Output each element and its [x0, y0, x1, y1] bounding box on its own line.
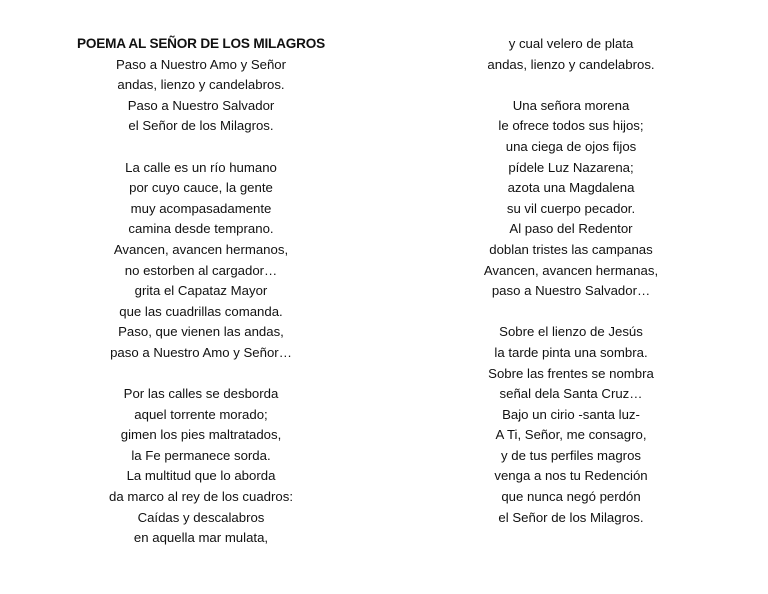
verse-line: gimen los pies maltratados,	[120, 427, 282, 443]
verse-line: venga a nos tu Redención	[494, 468, 648, 484]
verse-line: y de tus perfiles magros	[501, 447, 641, 463]
verse-line: Por las calles se desborda	[123, 386, 279, 402]
verse-line: señal dela Santa Cruz…	[499, 386, 643, 402]
verse-line: andas, lienzo y candelabros.	[487, 56, 655, 72]
verse-line: paso a Nuestro Salvador…	[491, 283, 651, 299]
stanza-3-continued	[440, 34, 702, 75]
stanza-gap	[440, 75, 702, 96]
verse-line: doblan tristes las campanas	[489, 241, 653, 257]
verse-line: A Ti, Señor, me consagro,	[495, 427, 647, 443]
verse-line: La calle es un río humano	[125, 159, 277, 175]
verse-line: muy acompasadamente	[130, 200, 272, 216]
verse-line: Bajo un cirio -santa luz-	[502, 406, 640, 422]
verse-line: camina desde temprano.	[128, 221, 274, 237]
verse-line: el Señor de los Milagros.	[498, 509, 644, 525]
stanza-2	[70, 158, 332, 364]
poem-left-column	[70, 34, 332, 549]
verse-line: su vil cuerpo pecador.	[506, 200, 636, 216]
poem-title: POEMA AL SEÑOR DE LOS MILAGROS	[76, 36, 326, 51]
verse-line: Sobre el lienzo de Jesús	[499, 324, 643, 340]
verse-line: aquel torrente morado;	[134, 406, 268, 422]
verse-line: Caídas y descalabros	[137, 509, 265, 525]
verse-line: la Fe permanece sorda.	[131, 447, 271, 463]
verse-line: Sobre las frentes se nombra	[488, 365, 654, 381]
verse-line: La multitud que lo aborda	[126, 468, 276, 484]
verse-line: que nunca negó perdón	[501, 489, 641, 505]
verse-line: y cual velero de plata	[508, 36, 634, 51]
verse-line: da marco al rey de los cuadros:	[109, 489, 293, 505]
stanza-gap	[440, 302, 702, 323]
verse-line: azota una Magdalena	[507, 180, 635, 196]
verse-line: grita el Capataz Mayor	[134, 283, 268, 299]
verse-line: Avancen, avancen hermanas,	[483, 262, 659, 278]
stanza-3	[70, 384, 332, 549]
stanza-4	[440, 96, 702, 302]
stanza-gap	[70, 137, 332, 158]
verse-line: por cuyo cauce, la gente	[129, 180, 273, 196]
stanza-5	[440, 322, 702, 528]
verse-line: le ofrece todos sus hijos;	[498, 118, 644, 134]
verse-line: Paso, que vienen las andas,	[118, 324, 284, 340]
verse-line: Paso a Nuestro Amo y Señor	[115, 56, 287, 72]
verse-line: Paso a Nuestro Salvador	[127, 97, 275, 113]
verse-line: Al paso del Redentor	[509, 221, 633, 237]
stanza-1	[70, 55, 332, 137]
verse-line: no estorben al cargador…	[124, 262, 278, 278]
verse-line: la tarde pinta una sombra.	[494, 344, 648, 360]
stanza-gap	[70, 364, 332, 385]
verse-line: Una señora morena	[512, 97, 630, 113]
verse-line: el Señor de los Milagros.	[128, 118, 274, 134]
verse-line: Avancen, avancen hermanos,	[113, 241, 289, 257]
verse-line: pídele Luz Nazarena;	[508, 159, 634, 175]
verse-line: que las cuadrillas comanda.	[119, 303, 283, 319]
verse-line: paso a Nuestro Amo y Señor…	[110, 344, 292, 360]
verse-line: una ciega de ojos fijos	[505, 138, 637, 154]
verse-line: en aquella mar mulata,	[133, 530, 269, 546]
verse-line: andas, lienzo y candelabros.	[117, 77, 285, 93]
poem-right-column	[440, 34, 702, 528]
